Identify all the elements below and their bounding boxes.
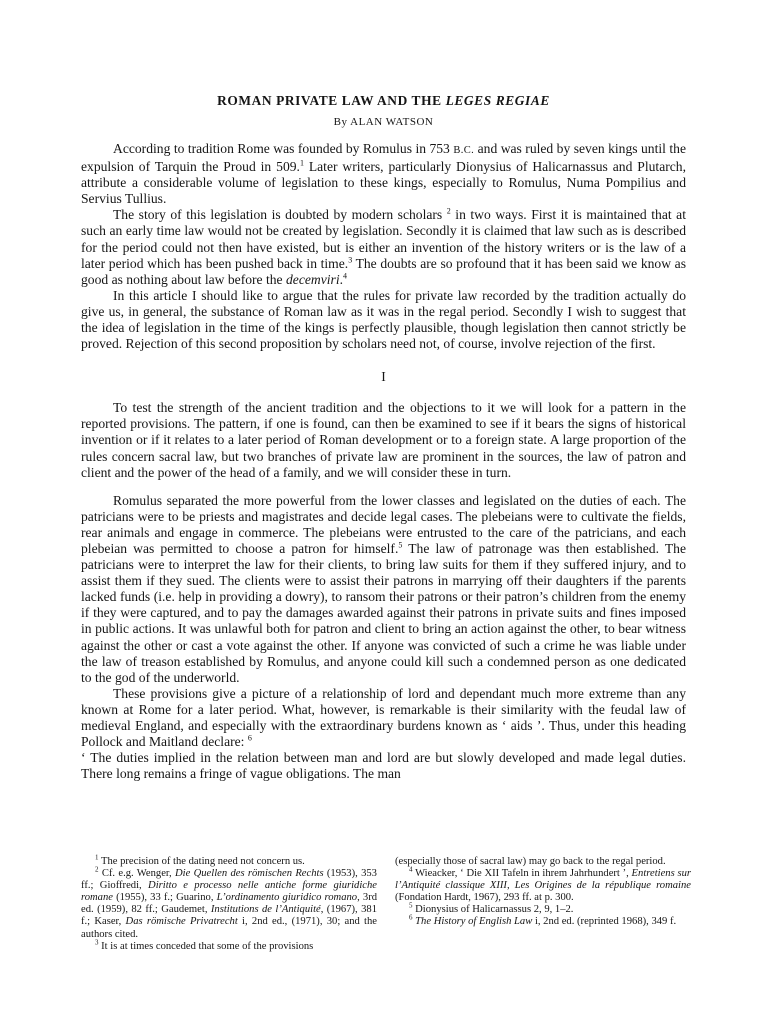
footnote-ref-5: 5: [398, 540, 403, 550]
paragraph-1: According to tradition Rome was founded by Romulus in 753 B.C. and was ruled by seven kings until the expulsion of Tarquin the Proud in 509.$^1$ Later writers, particularly Dionysius of Halicarnassus and Plutarch, attribute a considerable volume of legislation to these kings, especially to Romulus, Numa Pompilius and Servius Tullius.: [81, 141, 686, 207]
footnote-ref-1: 1: [299, 158, 304, 168]
footnotes: [81, 853, 691, 953]
block-quote: ‘ The duties implied in the relation between man and lord are but slowly developed and made legal duties. There long remains a fringe of vague obligations. The man: [81, 750, 686, 782]
footnote-2: $^2$ Cf. e.g. Wenger, Die Quellen des römischen Rechts (1953), 353 ff.; Gioffredi, Diritto e processo nelle antiche forme giuridiche romane (1955), 33 f.; Guarino, L’ordinamento giuridico romano, 3rd ed. (1959), 82 ff.; Gaudemet, Institutions de l’Antiquité, (1967), 381 f.; Kaser, Das römische Privatrecht i, 2nd ed., (1971), 30; and the authors cited.: [81, 865, 378, 940]
paragraph-gap: [81, 481, 686, 493]
footnote-5: $^5$ Dionysius of Halicarnassus 2, 9, 1–2.: [409, 901, 574, 916]
article-body: [81, 141, 686, 782]
paragraph-6: These provisions give a picture of a relationship of lord and dependant much more extreme than any known at Rome for a later period. What, however, is remarkable is their similarity with the feudal law of medieval England, and especially with the extraordinary burdens known as ‘ aids ’. Thus, under this heading Pollock and Maitland declare: $^6$: [81, 685, 686, 750]
article-title: ROMAN PRIVATE LAW AND THE LEGES REGIAE: [217, 93, 550, 108]
article-page: [81, 93, 686, 782]
footnote-ref-2: 2: [446, 206, 451, 216]
footnote-ref-4: 4: [343, 271, 347, 281]
footnote-6: $^6$ The History of English Law i, 2nd ed. (reprinted 1968), 349 f.: [409, 913, 677, 928]
footnote-4: $^4$ Wieacker, ‘ Die XII Tafeln in ihrem Jahrhundert ’, Entretiens sur l’Antiquité classique XIII, Les Origines de la république romaine (Fondation Hardt, 1967), 293 ff. at p. 300.: [395, 865, 691, 904]
footnote-3: $^3$ It is at times conceded that some of the provisions: [95, 938, 314, 952]
footnote-1: $^1$ The precision of the dating need not concern us.: [95, 853, 305, 867]
footnote-3-continued: (especially those of sacral law) may go back to the regal period.: [395, 856, 666, 867]
paragraph-2: The story of this legislation is doubted by modern scholars $^2$ in two ways. First it is maintained that at such an early time law would not be created by legislation. Secondly it is claimed that law such as is described for the period could not then have existed, but is either an invention of the history writers or is the law of a later period which has been pushed back in time.$^3$ The doubts are so profound that it has been said we know as good as nothing about law before the decemviri.$^4$: [81, 206, 686, 287]
footnote-ref-3: 3: [348, 255, 353, 265]
footnotes-right-column: [395, 856, 691, 953]
footnote-ref-6: 6: [247, 733, 252, 743]
paragraph-4: To test the strength of the ancient tradition and the objections to it we will look for a pattern in the reported provisions. The pattern, if one is found, can then be examined to see if it bears the signs of historical invention or if it relates to a later period of Roman development or to a foreign state. A large proportion of the rules concern sacral law, but two branches of private law are prominent in the sources, the law of patron and client and the power of the head of a family, and we will consider these in turn.: [81, 400, 686, 480]
title-italic: LEGES REGIAE: [445, 93, 550, 108]
article-byline: By ALAN WATSON: [333, 116, 434, 128]
paragraph-3: In this article I should like to argue that the rules for private law recorded by the tradition actually do give us, in general, the substance of Roman law as it was in the regal period. Secondly I wish to suggest that the idea of legislation in the time of the kings is perfectly plausible, though legislation then cannot strictly be proved. Rejection of this second proposition by scholars need not, of course, involve rejection of the first.: [81, 287, 686, 352]
footnotes-left-column: [81, 853, 378, 953]
paragraph-5: Romulus separated the more powerful from the lower classes and legislated on the duties of each. The patricians were to be priests and magistrates and decide legal cases. The plebeians were to cultivate the fields, rear animals and engage in commerce. The plebeians were entrusted to the care of the patricians, and each plebeian was permitted to choose a patron for himself.$^5$ The law of patronage was then established. The patricians were to interpret the law for their clients, to bring law suits for them if they suffered injury, and to assist them if they sued. The clients were to assist their patrons in marrying off their daughters if the parents lacked funds (i.e. help in providing a dowry), to ransom their patrons or their patron’s children from the enemy if they were captured, and to pay the damages awarded against their patrons in private suits and fines imposed in public actions. It was unlawful both for patron and client to bring an action against the other, to bear witness against the other or cast a vote against the other. If anyone was convicted of such a crime he was liable under the law of treason established by Romulus, and anyone could kill such a condemned person as one dedicated to the god of the underworld.: [81, 492, 686, 685]
section-heading: I: [381, 369, 386, 385]
